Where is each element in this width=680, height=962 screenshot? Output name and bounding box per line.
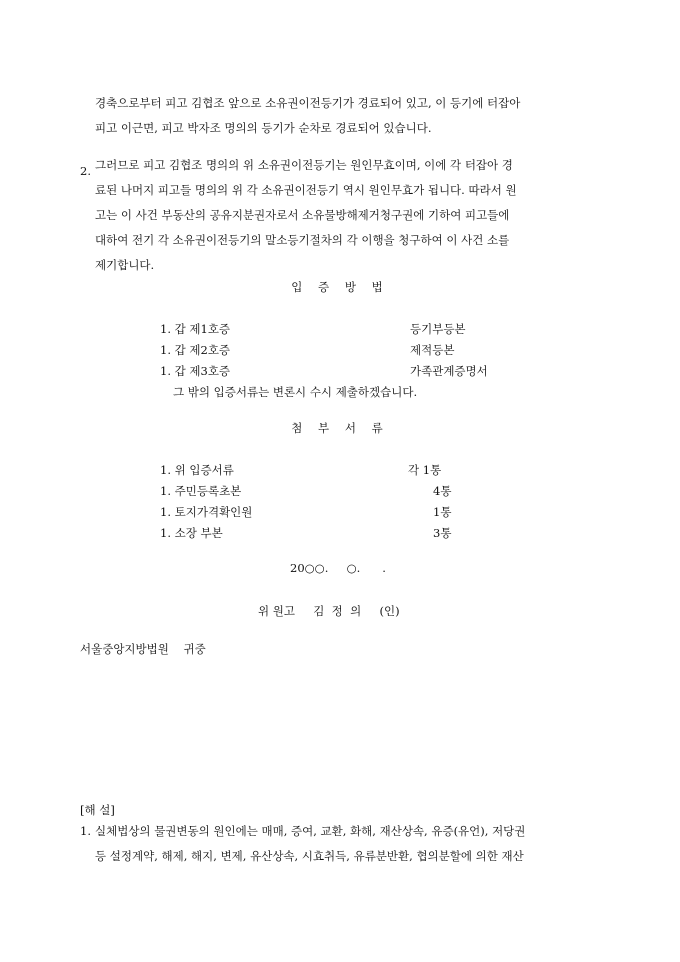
intro-paragraph <box>95 91 520 141</box>
evidence-desc: 등기부등본 <box>410 322 466 336</box>
intro-line: 경축으로부터 피고 김협조 앞으로 소유권이전등기가 경료되어 있고, 이 등기에 터잡아 <box>95 96 521 110</box>
evidence-note: 그 밖의 입증서류는 변론시 수시 제출하겠습니다. <box>173 385 418 399</box>
attachment-count: 4통 <box>433 484 452 498</box>
para2-line: 료된 나머지 피고들 명의의 위 각 소유권이전등기 역시 원인무효가 됩니다. 따라서 원 <box>95 183 517 197</box>
attachment-label: 1. 위 입증서류 <box>160 463 234 477</box>
commentary-paragraph <box>95 819 525 869</box>
commentary-line: 실체법상의 물권변동의 원인에는 매매, 증여, 교환, 화해, 재산상속, 유증(유언), 저당권 <box>95 824 526 838</box>
attachments-heading: 첨 부 서 류 <box>291 421 389 435</box>
evidence-label: 1. 갑 제1호증 <box>160 322 231 336</box>
para2-paragraph <box>95 153 517 278</box>
attachment-label: 1. 소장 부본 <box>160 526 223 540</box>
filing-date: 20○○. ○. . <box>290 561 386 575</box>
attachment-count: 각 1통 <box>408 463 442 477</box>
evidence-label: 1. 갑 제3호증 <box>160 364 231 378</box>
court-addressee: 서울중앙지방법원 귀중 <box>80 642 206 656</box>
attachment-label: 1. 주민등록초본 <box>160 484 242 498</box>
para2-line: 그러므로 피고 김협조 명의의 위 소유권이전등기는 원인무효이며, 이에 각 터잡아 경 <box>95 158 513 172</box>
commentary-number: 1. <box>80 824 91 838</box>
attachment-label: 1. 토지가격확인원 <box>160 505 253 519</box>
para2-line: 대하여 전기 각 소유권이전등기의 말소등기절차의 각 이행을 청구하여 이 사건 소를 <box>95 233 510 247</box>
evidence-desc: 가족관계증명서 <box>410 364 488 378</box>
plaintiff-signature: 위 원고 김 정 의 (인) <box>258 604 400 618</box>
evidence-label: 1. 갑 제2호증 <box>160 343 231 357</box>
para2-number: 2. <box>80 164 91 178</box>
commentary-heading: [해 설] <box>80 803 115 817</box>
evidence-desc: 제적등본 <box>410 343 455 357</box>
attachment-count: 3통 <box>433 526 452 540</box>
commentary-line: 등 설정계약, 해제, 해지, 변제, 유산상속, 시효취득, 유류분반환, 협의분할에 의한 재산 <box>95 849 524 863</box>
para2-line: 고는 이 사건 부동산의 공유지분권자로서 소유물방해제거청구권에 기하여 피고들에 <box>95 208 510 222</box>
attachment-count: 1통 <box>433 505 452 519</box>
intro-line: 피고 이근면, 피고 박자조 명의의 등기가 순차로 경료되어 있습니다. <box>95 121 432 135</box>
para2-line: 제기합니다. <box>95 258 155 272</box>
evidence-heading: 입 증 방 법 <box>291 280 389 294</box>
